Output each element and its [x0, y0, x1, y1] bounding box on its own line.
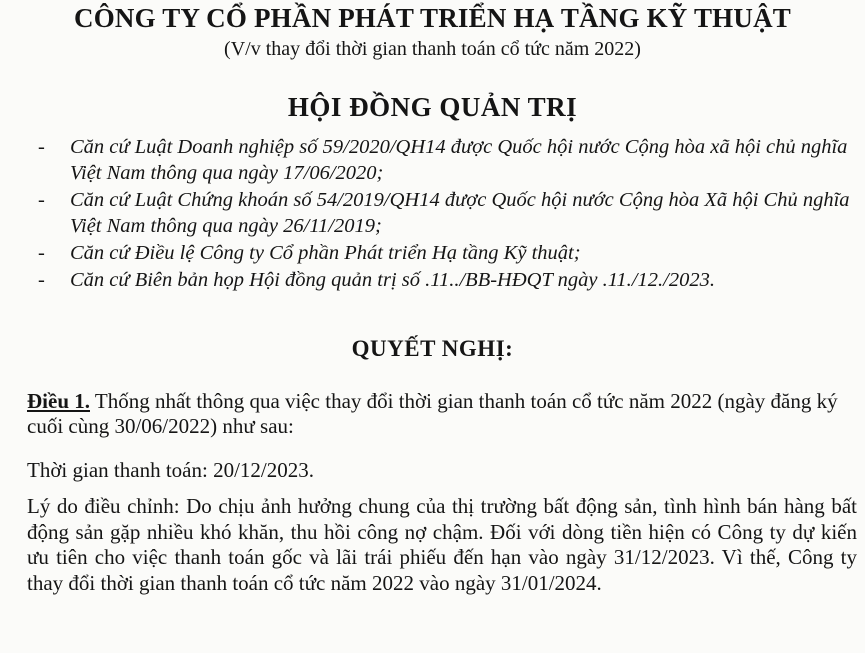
- article-1-text: Thống nhất thông qua việc thay đổi thời gian thanh toán cổ tức năm 2022 (ngày đăng ký cuối cùng 30/06/2022) như sau:: [27, 389, 838, 438]
- board-title: HỘI ĐỒNG QUẢN TRỊ: [287, 92, 578, 122]
- cut-off-next-line: [40, 646, 200, 653]
- legal-basis-text: Căn cứ Luật Doanh nghiệp số 59/2020/QH14 được Quốc hội nước Cộng hòa xã hội chủ nghĩa Việt Nam thông qua ngày 17/06/2020;: [70, 136, 848, 184]
- legal-basis-item: [0, 134, 865, 186]
- legal-basis-text: Căn cứ Luật Chứng khoán số 54/2019/QH14 được Quốc hội nước Cộng hòa Xã hội Chủ nghĩa Việt Nam thông qua ngày 26/11/2019;: [70, 189, 850, 237]
- bullet-dash: -: [38, 242, 45, 264]
- legal-basis-item: [0, 267, 865, 293]
- resolution-title: QUYẾT NGHỊ:: [351, 336, 514, 361]
- legal-basis-item: [0, 187, 865, 239]
- bullet-dash: -: [38, 189, 45, 211]
- company-name: CÔNG TY CỔ PHẦN PHÁT TRIỂN HẠ TẦNG KỸ THUẬT: [74, 3, 791, 33]
- bullet-dash: -: [38, 269, 45, 291]
- document-subject: (V/v thay đổi thời gian thanh toán cổ tức năm 2022): [224, 38, 641, 60]
- article-1: [27, 389, 857, 439]
- payment-time: Thời gian thanh toán: 20/12/2023.: [27, 458, 314, 482]
- legal-basis-item: [0, 240, 865, 266]
- legal-basis-text: Căn cứ Biên bản họp Hội đồng quản trị số .11../BB-HĐQT ngày .11./12./2023.: [70, 269, 715, 291]
- adjustment-reason: Lý do điều chỉnh: Do chịu ảnh hưởng chung của thị trường bất động sản, tình hình bán hàng bất động sản gặp nhiều khó khăn, thu hồi công nợ chậm. Đối với dòng tiền hiện có Công ty dự kiến ưu tiên cho việc thanh toán gốc và lãi trái phiếu đến hạn vào ngày 31/12/2023. Vì thế, Công ty thay đổi thời gian thanh toán cổ tức năm 2022 vào ngày 31/01/2024.: [27, 494, 857, 595]
- bullet-dash: -: [38, 136, 45, 158]
- legal-basis-text: Căn cứ Điều lệ Công ty Cổ phần Phát triển Hạ tầng Kỹ thuật;: [70, 242, 581, 264]
- article-1-label: Điều 1.: [27, 389, 90, 413]
- legal-basis-list: [0, 134, 865, 293]
